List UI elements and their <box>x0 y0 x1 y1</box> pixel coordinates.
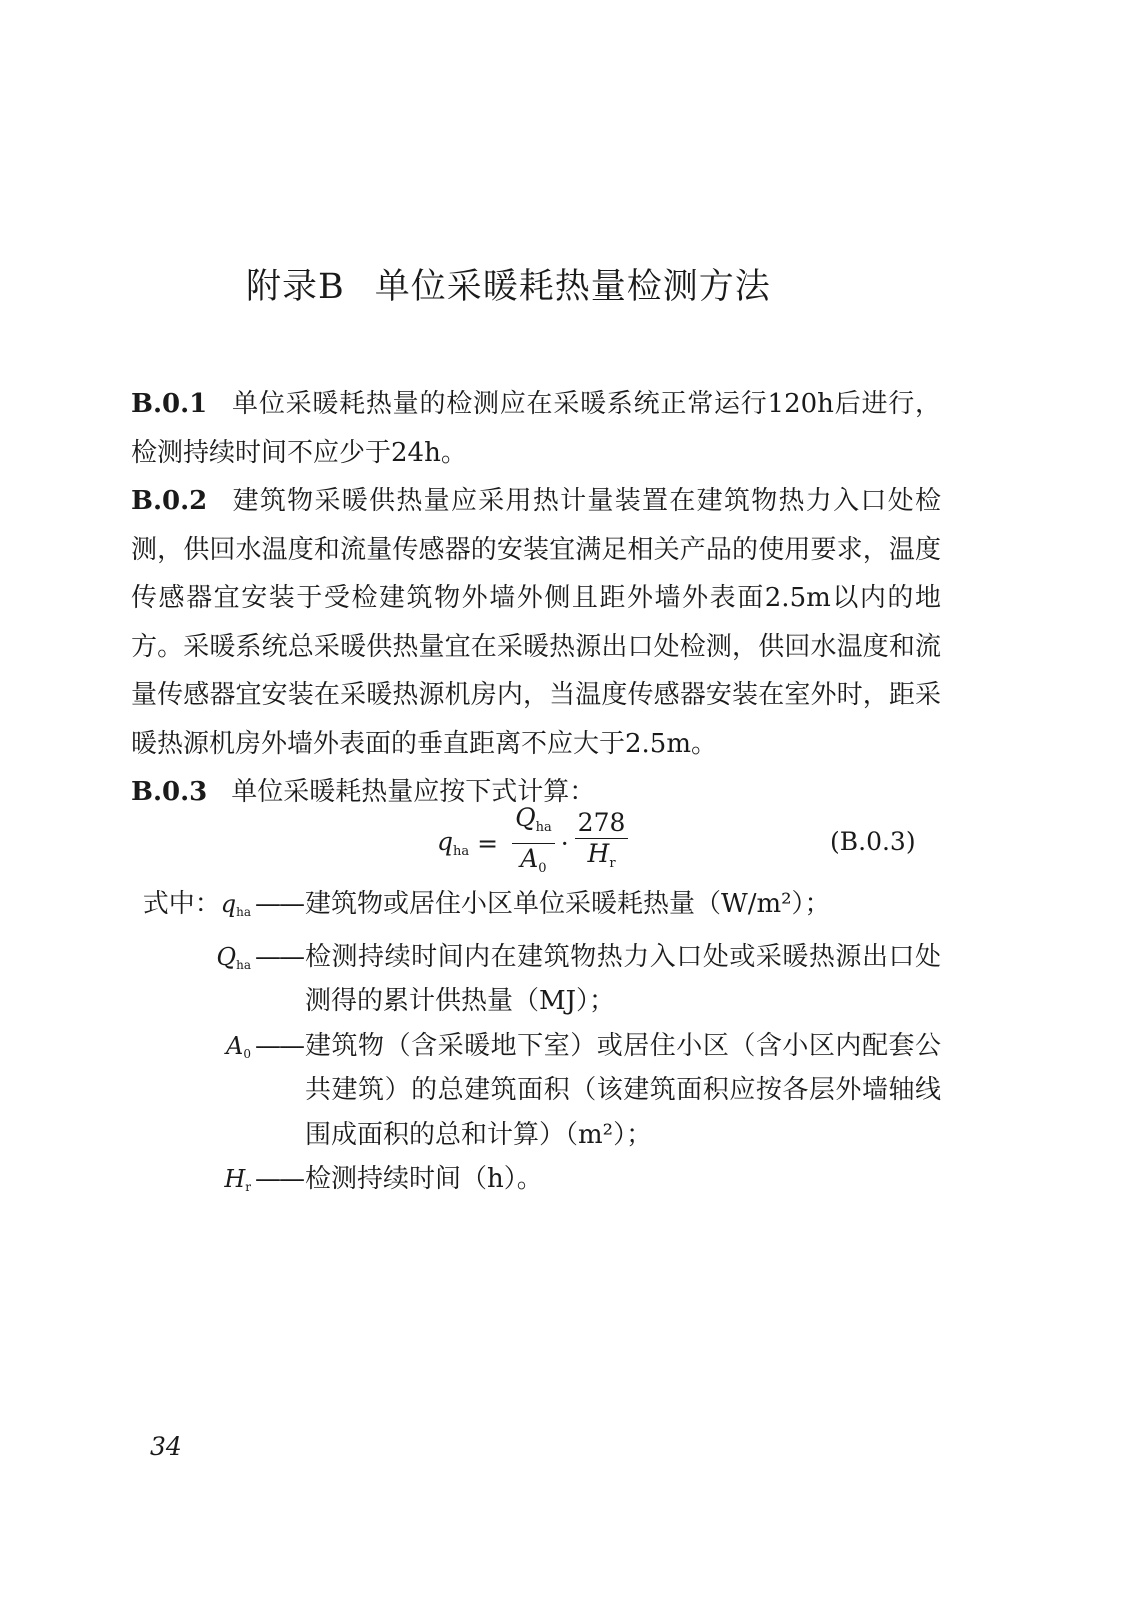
page-number: 34 <box>150 1432 182 1461</box>
symbol-definitions <box>131 882 941 1210</box>
clause-b01 <box>131 380 941 477</box>
definition-text: 建筑物（含采暖地下室）或居住小区（含小区内配套公共建筑）的总建筑面积（该建筑面积应按各层外墙轴线围成面积的总和计算）（m²）； <box>305 1030 941 1150</box>
formula <box>437 802 634 876</box>
formula-number: (B.0.3) <box>830 827 916 856</box>
clause-number: B.0.2 <box>131 486 208 516</box>
formula-dot: · <box>560 828 569 858</box>
fraction-time: $\frac{278}{H_r}$ <box>575 808 629 879</box>
formula-lhs: $q_{ha}$ <box>437 827 470 859</box>
clause-number: B.0.3 <box>131 777 208 807</box>
definition-text: 检测持续时间内在建筑物热力入口处或采暖热源出口处测得的累计供热量（MJ）； <box>305 941 941 1016</box>
definition-row: $H_r$ —— 检测持续时间（h）。 <box>131 1157 941 1210</box>
definitions-lead: 式中： <box>142 889 221 919</box>
formula-equals: = <box>477 828 499 858</box>
appendix-title-text: 单位采暖耗热量检测方法 <box>374 267 771 307</box>
clause-text: 建筑物采暖供热量应采用热计量装置在建筑物热力入口处检测，供回水温度和流量传感器的安装宜满足相关产品的使用要求，温度传感器宜安装于受检建筑物外墙外侧且距外墙外表面2.5m以内的地方。采暖系统总采暖供热量宜在采暖热源出口处检测，供回水温度和流量传感器宜安装在采暖热源机房内，当温度传感器安装在室外时，距采暖热源机房外墙外表面的垂直距离不应大于2.5m。 <box>131 486 941 759</box>
definition-text: 建筑物或居住小区单位采暖耗热量（W/m²）； <box>305 889 831 919</box>
page-title <box>246 262 886 312</box>
clause-b02 <box>131 477 941 768</box>
clause-number: B.0.1 <box>131 389 208 419</box>
definition-row: $Q_{ha}$ —— 检测持续时间内在建筑物热力入口处或采暖热源出口处测得的累计供热量（MJ）； <box>131 935 941 1024</box>
definition-text: 检测持续时间（h）。 <box>305 1164 543 1194</box>
definition-row: $A_0$ —— 建筑物（含采暖地下室）或居住小区（含小区内配套公共建筑）的总建筑面积（该建筑面积应按各层外墙轴线围成面积的总和计算）（m²）； <box>131 1024 941 1158</box>
clause-text: 单位采暖耗热量应按下式计算： <box>231 777 596 807</box>
definition-row: 式中：$q_{ha}$ —— 建筑物或居住小区单位采暖耗热量（W/m²）； <box>131 882 941 935</box>
appendix-label: 附录B <box>246 267 345 307</box>
fraction-heat: $\frac{Q_{ha}}{A_0}$ <box>512 803 555 884</box>
clause-text: 单位采暖耗热量的检测应在采暖系统正常运行120h后进行，检测持续时间不应少于24h。 <box>131 389 941 468</box>
